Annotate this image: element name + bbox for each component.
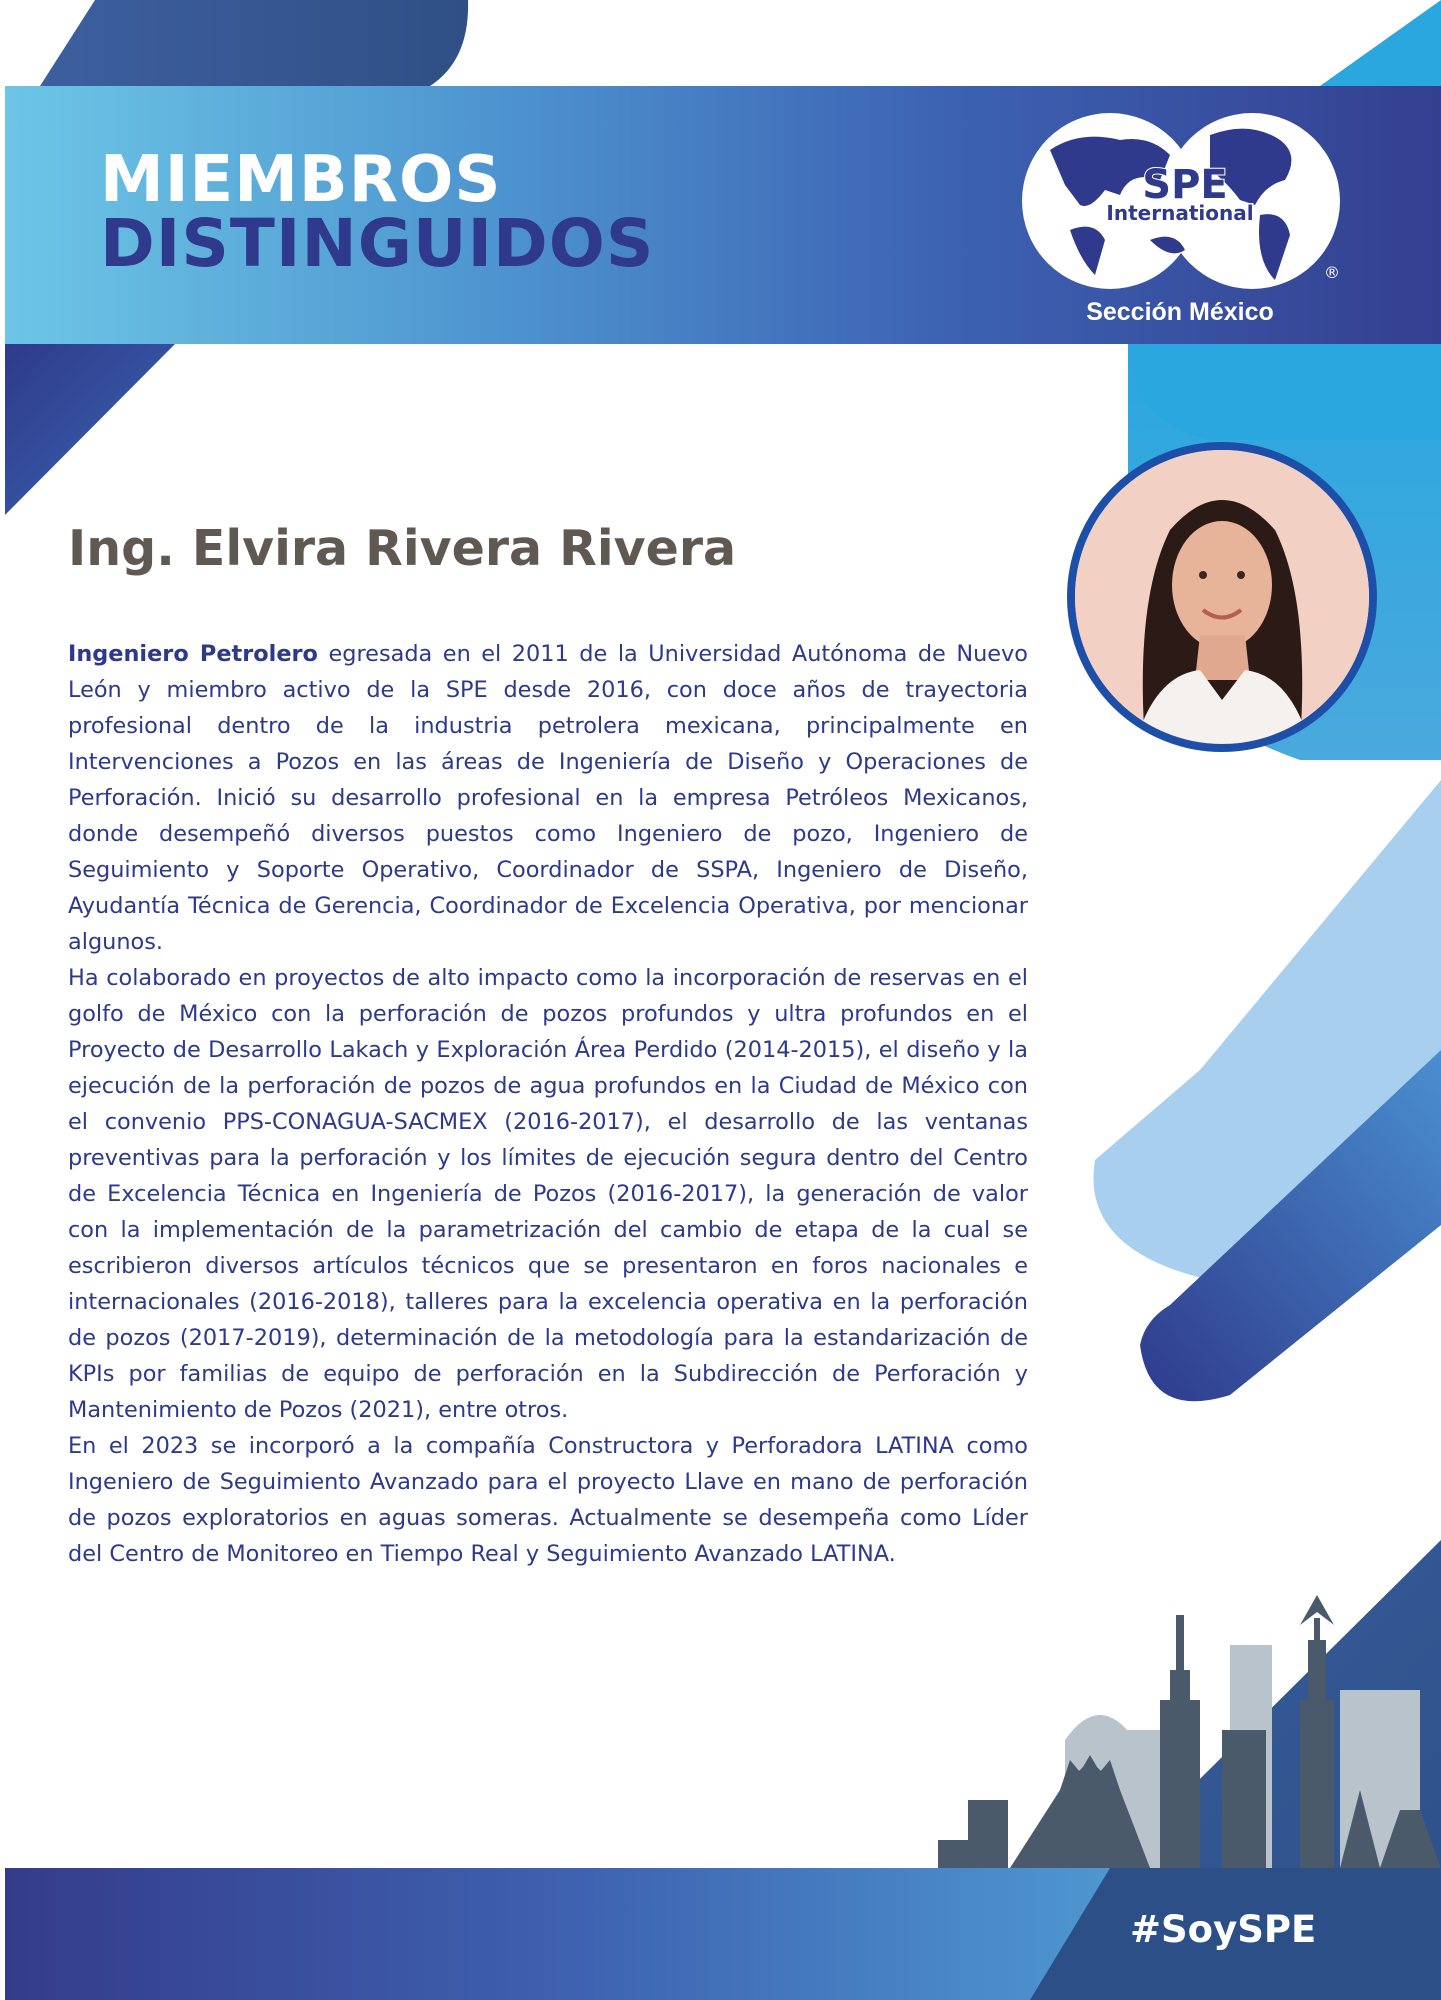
bio-paragraph-3: En el 2023 se incorporó a la compañía Constructora y Perforadora LATINA como Ingeniero de Seguimiento Avanzado para el proyecto Llave en mano de perforación de pozos exploratorios en aguas someras. Actualmente se desempeña como Líder del Centro de Monitoreo en Tiempo Real y Seguimiento Avanzado LATINA. — [68, 1433, 1028, 1567]
bio-paragraph-1-text: egresada en el 2011 de la Universidad Autónoma de Nuevo León y miembro activo de la SPE desde 2016, con doce años de trayectoria profesional dentro de la industria petrolera mexicana, principalmente en Intervenciones a Pozos en las áreas de Ingeniería de Diseño y Operaciones de Perforación. Inició su desarrollo profesional en la empresa Petróleos Mexicanos, donde desempeñó diversos puestos como Ingeniero de pozo, Ingeniero de Seguimiento y Soporte Operativo, Coordinador de SSPA, Ingeniero de Diseño, Ayudantía Técnica de Gerencia, Coordinador de Excelencia Operativa, por mencionar algunos. — [68, 641, 1029, 955]
member-name: Ing. Elvira Rivera Rivera — [68, 520, 737, 577]
title-line-1: MIEMBROS — [100, 143, 502, 217]
logo-brand-subtext: International — [1106, 201, 1254, 225]
logo-section-label: Sección México — [1086, 298, 1274, 326]
logo-brand-text: SPE — [1142, 162, 1228, 208]
hashtag-label: #SoySPE — [1130, 1908, 1317, 1951]
title-line-2: DISTINGUIDOS — [100, 205, 655, 282]
logo-registered-mark: ® — [1324, 263, 1340, 282]
bio-lead-bold: Ingeniero Petrolero — [68, 641, 318, 667]
bio-paragraph-2: Ha colaborado en proyectos de alto impacto como la incorporación de reservas en el golfo de México con la perforación de pozos profundos y ultra profundos en el Proyecto de Desarrollo Lakach y Exploración Área Perdido (2014-2015), el diseño y la ejecución de la perforación de pozos de agua profundos en la Ciudad de México con el convenio PPS-CONAGUA-SACMEX (2016-2017), el desarrollo de las ventanas preventivas para la perforación y los límites de ejecución segura dentro del Centro de Excelencia Técnica en Ingeniería de Pozos (2016-2017), la generación de valor con la implementación de la parametrización del cambio de etapa de la cual se escribieron diversos artículos técnicos que se presentaron en foros nacionales e internacionales (2016-2018), talleres para la excelencia operativa en la perforación de pozos (2017-2019), determinación de la metodología para la estandarización de KPIs por familias de equipo de perforación en la Subdirección de Perforación y Mantenimiento de Pozos (2021), entre otros. — [68, 965, 1028, 1423]
